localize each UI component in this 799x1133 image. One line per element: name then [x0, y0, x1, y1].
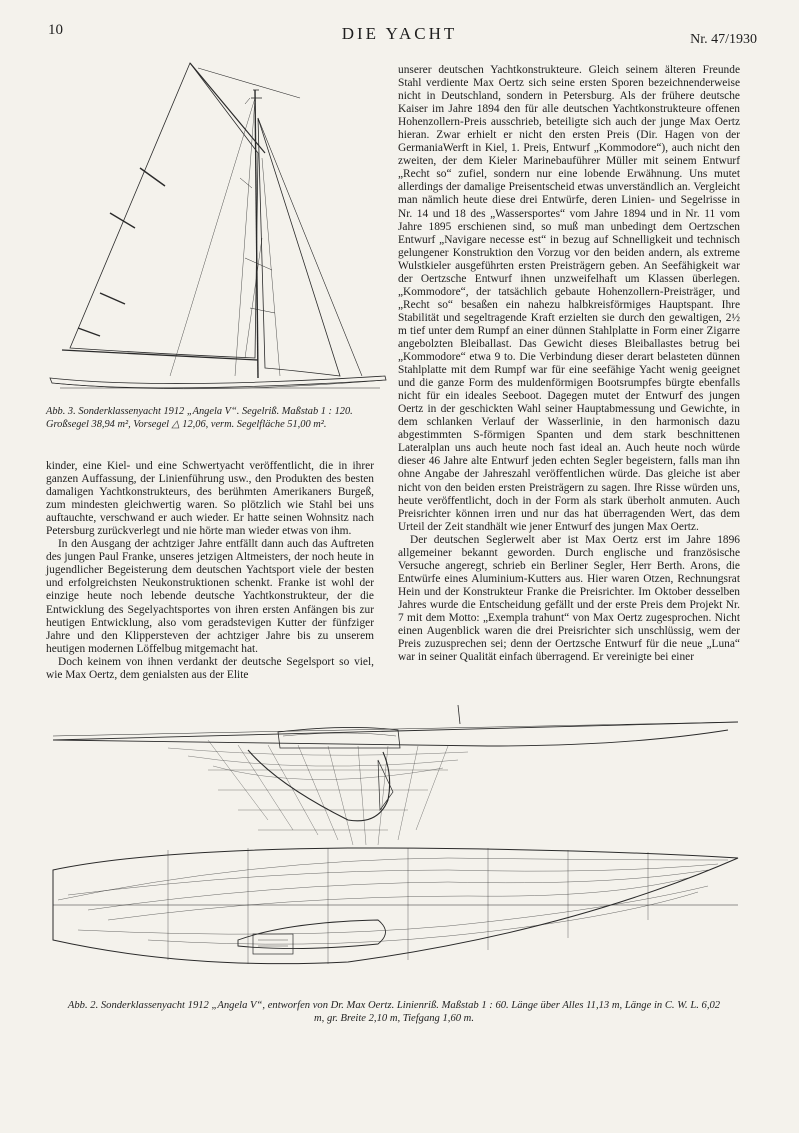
- sail-plan-jib: [258, 118, 340, 376]
- lines-plan-half-breadth: [53, 848, 738, 964]
- lines-plan-keel: [248, 750, 390, 821]
- right-column: [398, 64, 740, 664]
- left-column: [46, 460, 374, 682]
- left-paragraph: In den Ausgang der achtziger Jahre entfällt dann auch das Auftreten des jungen Paul Franke, unseres jetzigen Altmeisters, der noch heute in jugendlicher Begeisterung dem deutschen Yachtsport viele der besten und erfolgreichsten Neukonstruktionen schenkt. Franke ist wohl der einzige heute noch lebende deutsche Yachtkonstrukteur, der die Entwicklung des Segelyachtsportes von ihren ersten Anfängen bis zur heutigen Entwicklung, also vom geradstevigen Kutter der fünfziger Jahre und den Klippersteven der achtziger Jahre bis zu unserem heutigen modernen Löffelbug mitgemacht hat.: [46, 538, 374, 655]
- right-paragraph: Der deutschen Seglerwelt aber ist Max Oertz erst im Jahre 1896 allgemeiner bekannt geworden. Durch englische und französische Versuche angeregt, schrieb ein Berliner Segler, Herr Berth. Arons, die Entwürfe eines Aluminium-Kutters aus. Hier waren Otzen, Rechnungsrat Hein und der Konstrukteur Franke die Preisrichter. Im Oktober desselben Jahres wurde die Entscheidung gefällt und der erste Preis dem Projekt Nr. 7 mit dem Motto: „Exempla trahunt“ von Max Oertz zugesprochen. Nicht einen Augenblick waren die drei Preisrichter sich unschlüssig, wem der Preis zuzusprechen sei; denn der Oertzsche Entwurf für die neue „Luna“ war in seiner Qualität einfach überragend. Er vereinigte bei einer: [398, 533, 740, 664]
- sail-plan-mainsail: [70, 63, 258, 358]
- right-paragraph: unserer deutschen Yachtkonstrukteure. Gleich seinem älteren Freunde Stahl verdiente Max Oertz sich seine ersten Sporen bezeichnenderweise nicht in Deutschland, sondern in Petersburg. Als der frühere deutsche Kaiser im Jahre 1894 den für alle deutschen Yachtkonstrukteure offenen Hohenzollern-Preis ausschrieb, beteiligte sich auch der junge Max Oertz hieran. Zwar erhielt er nicht den ersten Preis (Dir. Hagen von der GermaniaWerft in Kiel, 1. Preis, Entwurf „Kommodore“), auch nicht den zweiten, der dem Kieler Marinebauführer Müller mit seinem Entwurf „Recht so“ zufiel, sondern nur eine lobende Erwähnung. Uns mutet allerdings der damalige Preisentscheid etwas unverständlich an. Vergleicht man nämlich heute diese drei Entwürfe, deren Linien- und Segelrisse in Nr. 14 und 18 des „Wassersportes“ vom Jahre 1894 und in Nr. 11 vom Jahre 1895 erschienen sind, so muß man unbedingt dem Oertzschen Entwurf „Navigare necesse est“ in bezug auf Schnelligkeit und technisch gelungener Konstruktion den Vorzug vor den beiden andern, als extreme Wulstkieler ausgeführten ersten Preisträgern geben. An Seefähigkeit war der Oertzsche Entwurf ihnen unzweifelhaft um Klassen überlegen. „Kommodore“, der tatsächlich gebaute Hohenzollern-Preisträger, und „Recht so“ besaßen ein nahezu halbkreisförmiges Hauptspant. Ihre Stabilität und segeltragende Kraft erzielten sie durch den gewaltigen, 2½ m tief unter dem Rumpf an einer dünnen Stahlplatte in Form einer Zigarre angebolzten Bleiballast. Das Gewicht dieses Bleiballastes betrug bei „Kommodore“ etwa 9 to. Die Verbindung dieser derart belasteten dünnen Stahlplatte mit dem Rumpf war für eine seefähige Yacht wenig geeignet und die ganze Form des muldenförmigen Bootsrumpfes bürgte ebenfalls nicht für ein ideales Seeboot. Dagegen mutet der Entwurf des jungen Oertz in der geschickten Wahl seiner Hauptabmessung und Gewichte, in dem schlanken Verlauf der Wasserlinie, in den harmonisch dazu abgestimmten S-förmigen Spanten und dem stark beschnittenen Lateralplan uns auch heute noch fast ideal an. Auch heute noch würde dieser 46 Jahre alte Entwurf jeden echten Segler begeistern, falls man ihn ohne Angabe der Jahreszahl veröffentlichen würde. Das gleiche ist aber nicht von den beiden ersten Preisträgern zu sagen. Ihre Risse würden uns, heute veröffentlicht, doch in der Form als stark überholt anmuten. Auch Preisrichter können irren und nur das hat überragenden Wert, das dem Urteil der Zeit standhält wie jener Entwurf des jungen Max Oertz.: [398, 64, 740, 533]
- issue-number: Nr. 47/1930: [690, 32, 757, 47]
- figure2-caption: Abb. 2. Sonderklassenyacht 1912 „Angela V“, entworfen von Dr. Max Oertz. Linienriß. Maßstab 1 : 60. Länge über Alles 11,13 m, Länge in C. W. L. 6,02 m, gr. Breite 2,10 m, Tiefgang 1,60 m.: [67, 1000, 721, 1024]
- left-paragraph: Doch keinem von ihnen verdankt der deutsche Segelsport so viel, wie Max Oertz, dem genialsten aus der Elite: [46, 655, 374, 681]
- lines-plan-profile: [53, 730, 728, 746]
- page-number: 10: [48, 22, 63, 38]
- lines-plan-drawing: [48, 700, 748, 990]
- page-title: DIE YACHT: [341, 24, 458, 43]
- figure3-caption: Abb. 3. Sonderklassenyacht 1912 „Angela V“. Segelriß. Maßstab 1 : 120. Großsegel 38,94 m², Vorsegel △ 12,06, verm. Segelfläche 51,00 m².: [46, 406, 353, 430]
- sail-plan-hull: [50, 376, 386, 388]
- left-paragraph: kinder, eine Kiel- und eine Schwertyacht veröffentlicht, die in ihrer ganzen Auffassung, der Linienführung usw., den Produkten des besten damaligen Yachtkonstrukteurs, des berühmten Amerikaners Burgeß, zum mindesten gleichwertig waren. So plötzlich wie Stahl bei uns auftauchte, verschwand er auch wieder. Er hatte seinen Wohnsitz nach Petersburg zurückverlegt und nie hörte man wieder etwas von ihm.: [46, 460, 374, 538]
- sail-plan-drawing: [40, 58, 390, 398]
